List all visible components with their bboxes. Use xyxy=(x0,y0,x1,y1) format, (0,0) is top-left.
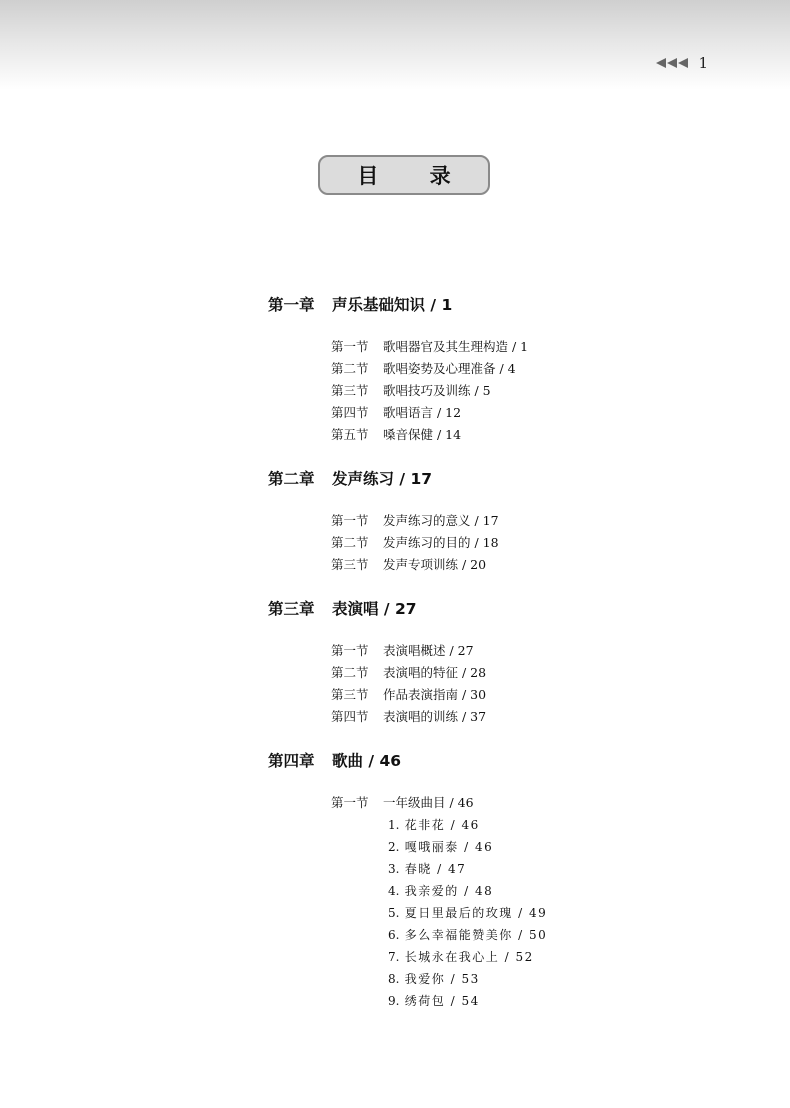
song-title: 嘎哦丽泰 / 46 xyxy=(404,840,494,854)
section-list xyxy=(331,336,728,446)
section-title: 发声练习的目的 / 18 xyxy=(383,535,499,550)
song-number: 2. xyxy=(388,840,400,854)
section-entry[interactable] xyxy=(331,402,728,424)
chapter-heading[interactable] xyxy=(268,292,728,318)
chapter-title: 发声练习 / 17 xyxy=(332,470,433,488)
triple-left-arrow-icon xyxy=(656,58,688,68)
section-label: 第一节 xyxy=(331,643,369,658)
song-number: 6. xyxy=(388,928,400,942)
song-entry[interactable] xyxy=(388,880,728,902)
song-entry[interactable] xyxy=(388,968,728,990)
section-entry[interactable] xyxy=(331,336,728,358)
section-title: 发声练习的意义 / 17 xyxy=(383,513,499,528)
song-number: 9. xyxy=(388,994,400,1008)
section-label: 第四节 xyxy=(331,405,369,420)
section-list xyxy=(331,792,728,1012)
chapter-block xyxy=(268,596,728,728)
chapter-heading[interactable] xyxy=(268,466,728,492)
chapter-heading[interactable] xyxy=(268,748,728,774)
section-label: 第四节 xyxy=(331,709,369,724)
section-entry[interactable] xyxy=(331,640,728,662)
section-label: 第三节 xyxy=(331,687,369,702)
chapter-label: 第二章 xyxy=(268,470,315,488)
section-title: 表演唱的特征 / 28 xyxy=(383,665,487,680)
section-entry[interactable] xyxy=(331,662,728,684)
song-number: 3. xyxy=(388,862,400,876)
chapter-title: 歌曲 / 46 xyxy=(332,752,402,770)
song-entry[interactable] xyxy=(388,814,728,836)
header-band xyxy=(0,0,790,90)
page-number: 1 xyxy=(698,54,708,72)
section-entry[interactable] xyxy=(331,380,728,402)
chapter-block xyxy=(268,466,728,576)
song-number: 7. xyxy=(388,950,400,964)
section-list xyxy=(331,510,728,576)
song-title: 花非花 / 46 xyxy=(404,818,480,832)
chapter-label: 第三章 xyxy=(268,600,315,618)
chapter-title: 声乐基础知识 / 1 xyxy=(332,296,453,314)
section-title: 歌唱技巧及训练 / 5 xyxy=(383,383,491,398)
song-title: 夏日里最后的玫瑰 / 49 xyxy=(404,906,548,920)
chapter-title: 表演唱 / 27 xyxy=(332,600,417,618)
section-title: 表演唱概述 / 27 xyxy=(383,643,474,658)
section-title: 作品表演指南 / 30 xyxy=(383,687,487,702)
song-number: 8. xyxy=(388,972,400,986)
section-entry[interactable] xyxy=(331,510,728,532)
song-number: 5. xyxy=(388,906,400,920)
section-title: 歌唱姿势及心理准备 / 4 xyxy=(383,361,516,376)
song-number: 4. xyxy=(388,884,400,898)
section-title: 嗓音保健 / 14 xyxy=(383,427,462,442)
section-entry[interactable] xyxy=(331,532,728,554)
table-of-contents xyxy=(268,292,728,1012)
section-label: 第三节 xyxy=(331,383,369,398)
chapter-block xyxy=(268,292,728,446)
section-label: 第一节 xyxy=(331,513,369,528)
song-entry[interactable] xyxy=(388,902,728,924)
song-entry[interactable] xyxy=(388,836,728,858)
song-title: 我爱你 / 53 xyxy=(404,972,480,986)
section-entry[interactable] xyxy=(331,684,728,706)
section-label: 第二节 xyxy=(331,361,369,376)
page-header xyxy=(656,54,708,72)
section-label: 第二节 xyxy=(331,665,369,680)
song-entry[interactable] xyxy=(388,946,728,968)
chapter-heading[interactable] xyxy=(268,596,728,622)
song-entry[interactable] xyxy=(388,990,728,1012)
song-title: 我亲爱的 / 48 xyxy=(404,884,494,898)
section-label: 第三节 xyxy=(331,557,369,572)
section-label: 第一节 xyxy=(331,795,369,810)
section-label: 第五节 xyxy=(331,427,369,442)
chapter-label: 第一章 xyxy=(268,296,315,314)
song-entry[interactable] xyxy=(388,924,728,946)
section-label: 第二节 xyxy=(331,535,369,550)
song-title: 长城永在我心上 / 52 xyxy=(404,950,534,964)
section-title: 一年级曲目 / 46 xyxy=(383,795,474,810)
song-entry[interactable] xyxy=(388,858,728,880)
section-entry[interactable] xyxy=(331,424,728,446)
song-title: 多么幸福能赞美你 / 50 xyxy=(404,928,548,942)
section-entry[interactable] xyxy=(331,706,728,728)
chapter-label: 第四章 xyxy=(268,752,315,770)
section-entry[interactable] xyxy=(331,792,728,814)
section-title: 歌唱器官及其生理构造 / 1 xyxy=(383,339,529,354)
section-title: 表演唱的训练 / 37 xyxy=(383,709,487,724)
chapter-block xyxy=(268,748,728,1012)
song-number: 1. xyxy=(388,818,400,832)
song-list xyxy=(388,814,728,1012)
section-entry[interactable] xyxy=(331,358,728,380)
toc-title: 目 录 xyxy=(318,155,490,195)
song-title: 绣荷包 / 54 xyxy=(404,994,480,1008)
section-title: 歌唱语言 / 12 xyxy=(383,405,462,420)
section-entry[interactable] xyxy=(331,554,728,576)
section-list xyxy=(331,640,728,728)
section-title: 发声专项训练 / 20 xyxy=(383,557,487,572)
section-label: 第一节 xyxy=(331,339,369,354)
song-title: 春晓 / 47 xyxy=(404,862,467,876)
